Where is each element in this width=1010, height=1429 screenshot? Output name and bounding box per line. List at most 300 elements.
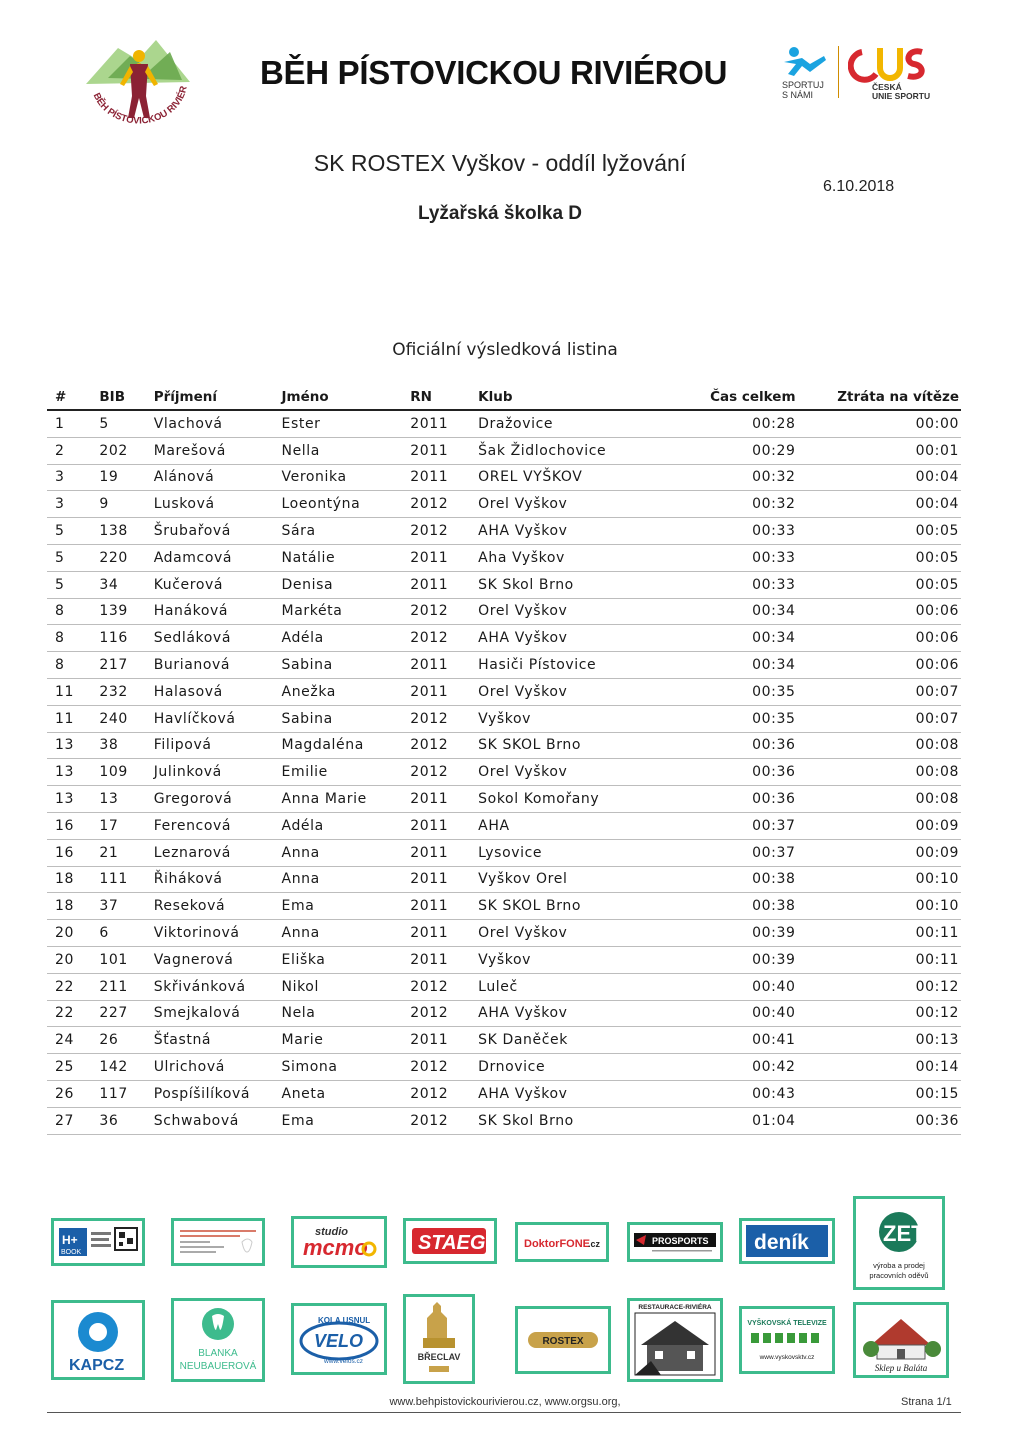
cell-time-behind: 00:15: [798, 1080, 961, 1107]
svg-text:ROSTEX: ROSTEX: [542, 1336, 584, 1347]
cell-surname: Ulrichová: [146, 1054, 274, 1081]
cell-rank: 27: [47, 1107, 91, 1134]
cell-total-time: 00:39: [663, 946, 798, 973]
page-number: Strana 1/1: [901, 1396, 952, 1408]
cell-rank: 20: [47, 920, 91, 947]
ceska-unie-sportu-logo: [848, 44, 938, 100]
cell-bib: 6: [91, 920, 145, 947]
sponsor-rostex: [515, 1306, 611, 1374]
cell-total-time: 00:35: [663, 678, 798, 705]
cell-rank: 22: [47, 1000, 91, 1027]
cell-rank: 8: [47, 598, 91, 625]
cell-time-behind: 00:01: [798, 437, 961, 464]
cell-total-time: 00:37: [663, 812, 798, 839]
cell-bib: 9: [91, 491, 145, 518]
svg-text:NEUBAUEROVÁ: NEUBAUEROVÁ: [179, 1361, 257, 1372]
table-row: [47, 598, 961, 625]
sponsor-denik: [739, 1218, 835, 1264]
cell-club: SK SKOL Brno: [470, 893, 663, 920]
cell-bib: 36: [91, 1107, 145, 1134]
svg-text:BOOK: BOOK: [61, 1249, 82, 1256]
cell-first-name: Denisa: [274, 571, 403, 598]
cell-total-time: 00:32: [663, 491, 798, 518]
cell-surname: Schwabová: [146, 1107, 274, 1134]
cell-rank: 2: [47, 437, 91, 464]
cell-birth-year: 2012: [402, 705, 470, 732]
cell-birth-year: 2011: [402, 571, 470, 598]
table-row: [47, 920, 961, 947]
table-row: [47, 410, 961, 437]
category-title: Lyžařská školka D: [417, 203, 583, 224]
cell-rank: 25: [47, 1054, 91, 1081]
col-surname: Příjmení: [146, 384, 274, 410]
cell-time-behind: 00:10: [798, 893, 961, 920]
cell-birth-year: 2011: [402, 946, 470, 973]
sponsor-kola-usnul-velo: [291, 1303, 387, 1375]
cell-bib: 17: [91, 812, 145, 839]
race-logo-text: BĚH PÍSTOVICKOU RIVIÉR: [90, 84, 190, 127]
cell-birth-year: 2011: [402, 920, 470, 947]
svg-text:BŘECLAV: BŘECLAV: [417, 1352, 461, 1362]
cell-total-time: 00:28: [663, 410, 798, 437]
cell-surname: Šrubařová: [146, 518, 274, 545]
cell-birth-year: 2012: [402, 491, 470, 518]
cell-surname: Alánová: [146, 464, 274, 491]
cell-birth-year: 2011: [402, 1027, 470, 1054]
cell-total-time: 00:33: [663, 518, 798, 545]
cell-rank: 5: [47, 571, 91, 598]
cell-birth-year: 2011: [402, 786, 470, 813]
cell-surname: Kučerová: [146, 571, 274, 598]
cell-birth-year: 2012: [402, 732, 470, 759]
cell-time-behind: 00:06: [798, 652, 961, 679]
cell-total-time: 00:36: [663, 786, 798, 813]
cell-time-behind: 00:36: [798, 1107, 961, 1134]
cell-rank: 8: [47, 625, 91, 652]
cell-bib: 220: [91, 544, 145, 571]
table-row: [47, 812, 961, 839]
sponsor-sklep-u-balata: [853, 1302, 949, 1378]
cell-club: Orel Vyškov: [470, 678, 663, 705]
cell-birth-year: 2012: [402, 518, 470, 545]
cell-club: Sokol Komořany: [470, 786, 663, 813]
sponsor-staeg: [403, 1218, 497, 1264]
cell-rank: 16: [47, 839, 91, 866]
cell-surname: Julinková: [146, 759, 274, 786]
cell-total-time: 00:43: [663, 1080, 798, 1107]
svg-text:.cz: .cz: [588, 1239, 601, 1249]
cell-birth-year: 2011: [402, 893, 470, 920]
cell-first-name: Adéla: [274, 812, 403, 839]
cell-birth-year: 2011: [402, 839, 470, 866]
col-birth-year: RN: [402, 384, 470, 410]
svg-text:ZET: ZET: [883, 1221, 925, 1246]
cell-first-name: Anna Marie: [274, 786, 403, 813]
svg-text:VELO: VELO: [314, 1331, 364, 1351]
cell-total-time: 00:29: [663, 437, 798, 464]
cell-total-time: 00:33: [663, 544, 798, 571]
cell-club: Šak Židlochovice: [470, 437, 663, 464]
cell-time-behind: 00:05: [798, 518, 961, 545]
cell-surname: Leznarová: [146, 839, 274, 866]
svg-text:H+: H+: [62, 1233, 78, 1247]
cell-rank: 13: [47, 759, 91, 786]
sponsor-zet: [853, 1196, 945, 1290]
cell-rank: 3: [47, 491, 91, 518]
table-row: [47, 786, 961, 813]
cell-bib: 116: [91, 625, 145, 652]
cell-surname: Šťastná: [146, 1027, 274, 1054]
svg-text:RESTAURACE-RIVIÉRA: RESTAURACE-RIVIÉRA: [638, 1304, 712, 1311]
cell-first-name: Markéta: [274, 598, 403, 625]
cell-bib: 217: [91, 652, 145, 679]
cell-bib: 139: [91, 598, 145, 625]
table-row: [47, 839, 961, 866]
cus-text-1: ČESKÁ: [872, 82, 902, 92]
cell-total-time: 00:42: [663, 1054, 798, 1081]
cell-first-name: Emilie: [274, 759, 403, 786]
cell-club: Vyškov: [470, 946, 663, 973]
sponsor-doktorfone: [515, 1222, 609, 1262]
sponsor-kapcz: [51, 1300, 145, 1380]
cell-total-time: 01:04: [663, 1107, 798, 1134]
cell-bib: 13: [91, 786, 145, 813]
svg-text:KOLA USNUL: KOLA USNUL: [318, 1316, 371, 1325]
table-row: [47, 1054, 961, 1081]
cell-club: AHA Vyškov: [470, 518, 663, 545]
results-table: [47, 384, 961, 1135]
cell-time-behind: 00:13: [798, 1027, 961, 1054]
cell-first-name: Marie: [274, 1027, 403, 1054]
cell-surname: Řiháková: [146, 866, 274, 893]
svg-text:www.velos.cz: www.velos.cz: [324, 1358, 364, 1365]
cell-total-time: 00:36: [663, 732, 798, 759]
table-row: [47, 946, 961, 973]
cell-club: Orel Vyškov: [470, 491, 663, 518]
cell-surname: Vagnerová: [146, 946, 274, 973]
cell-first-name: Eliška: [274, 946, 403, 973]
table-row: [47, 464, 961, 491]
table-row: [47, 893, 961, 920]
cell-first-name: Sabina: [274, 652, 403, 679]
cell-time-behind: 00:04: [798, 464, 961, 491]
cell-time-behind: 00:08: [798, 759, 961, 786]
footer-divider: [47, 1412, 961, 1413]
cell-time-behind: 00:14: [798, 1054, 961, 1081]
col-total-time: Čas celkem: [663, 384, 798, 410]
cell-birth-year: 2011: [402, 410, 470, 437]
cell-total-time: 00:41: [663, 1027, 798, 1054]
cell-first-name: Anna: [274, 866, 403, 893]
cell-time-behind: 00:08: [798, 732, 961, 759]
cell-club: Orel Vyškov: [470, 759, 663, 786]
table-row: [47, 973, 961, 1000]
logo-divider: [838, 46, 839, 98]
table-row: [47, 705, 961, 732]
sportuj-s-nami-logo: [780, 44, 832, 100]
cell-first-name: Nella: [274, 437, 403, 464]
cell-rank: 11: [47, 678, 91, 705]
sponsor-hbook: [51, 1218, 145, 1266]
cell-birth-year: 2011: [402, 544, 470, 571]
table-row: [47, 1080, 961, 1107]
svg-text:deník: deník: [754, 1231, 809, 1254]
table-row: [47, 652, 961, 679]
svg-text:mcmo: mcmo: [303, 1235, 368, 1260]
table-row: [47, 678, 961, 705]
svg-text:DoktorFONE: DoktorFONE: [524, 1238, 590, 1250]
cell-surname: Lusková: [146, 491, 274, 518]
cell-rank: 18: [47, 893, 91, 920]
table-row: [47, 1107, 961, 1134]
cell-total-time: 00:37: [663, 839, 798, 866]
table-row: [47, 544, 961, 571]
cell-bib: 37: [91, 893, 145, 920]
cell-total-time: 00:32: [663, 464, 798, 491]
cell-time-behind: 00:05: [798, 571, 961, 598]
cell-first-name: Nikol: [274, 973, 403, 1000]
cell-club: SK Daněček: [470, 1027, 663, 1054]
cell-birth-year: 2011: [402, 812, 470, 839]
cell-first-name: Adéla: [274, 625, 403, 652]
svg-text:www.vyskovsktv.cz: www.vyskovsktv.cz: [759, 1354, 815, 1361]
cell-birth-year: 2012: [402, 625, 470, 652]
cell-club: SK Skol Brno: [470, 1107, 663, 1134]
svg-text:PROSPORTS: PROSPORTS: [652, 1236, 709, 1246]
cell-first-name: Ema: [274, 1107, 403, 1134]
cell-bib: 38: [91, 732, 145, 759]
cell-time-behind: 00:08: [798, 786, 961, 813]
sponsor-small-print: [171, 1218, 265, 1266]
svg-text:pracovních oděvů: pracovních oděvů: [869, 1271, 929, 1280]
table-row: [47, 866, 961, 893]
cell-first-name: Anna: [274, 839, 403, 866]
cell-bib: 111: [91, 866, 145, 893]
cell-club: Orel Vyškov: [470, 598, 663, 625]
cell-bib: 232: [91, 678, 145, 705]
table-row: [47, 625, 961, 652]
cell-time-behind: 00:12: [798, 973, 961, 1000]
cell-time-behind: 00:04: [798, 491, 961, 518]
cell-bib: 211: [91, 973, 145, 1000]
cell-rank: 1: [47, 410, 91, 437]
cell-bib: 142: [91, 1054, 145, 1081]
cell-club: Vyškov Orel: [470, 866, 663, 893]
cell-rank: 3: [47, 464, 91, 491]
cell-club: Vyškov: [470, 705, 663, 732]
cell-bib: 240: [91, 705, 145, 732]
cell-club: Drnovice: [470, 1054, 663, 1081]
cell-rank: 8: [47, 652, 91, 679]
cell-surname: Filipová: [146, 732, 274, 759]
cell-surname: Skřivánková: [146, 973, 274, 1000]
cell-first-name: Natálie: [274, 544, 403, 571]
cell-club: SK SKOL Brno: [470, 732, 663, 759]
cell-time-behind: 00:09: [798, 812, 961, 839]
svg-text:VYŠKOVSKÁ TELEVIZE: VYŠKOVSKÁ TELEVIZE: [747, 1320, 827, 1327]
sponsor-vyskovska-televize: [739, 1306, 835, 1374]
table-row: [47, 518, 961, 545]
table-row: [47, 1000, 961, 1027]
cell-time-behind: 00:06: [798, 598, 961, 625]
cell-first-name: Sára: [274, 518, 403, 545]
cell-surname: Sedláková: [146, 625, 274, 652]
cell-club: AHA Vyškov: [470, 1000, 663, 1027]
cell-surname: Marešová: [146, 437, 274, 464]
svg-text:BLANKA: BLANKA: [198, 1348, 238, 1359]
cell-club: Dražovice: [470, 410, 663, 437]
cell-first-name: Veronika: [274, 464, 403, 491]
col-first-name: Jméno: [274, 384, 403, 410]
cell-first-name: Ester: [274, 410, 403, 437]
cell-rank: 13: [47, 732, 91, 759]
col-time-behind: Ztráta na vítěze: [798, 384, 961, 410]
cell-birth-year: 2012: [402, 1054, 470, 1081]
cell-birth-year: 2012: [402, 1000, 470, 1027]
cell-rank: 24: [47, 1027, 91, 1054]
table-row: [47, 1027, 961, 1054]
cell-bib: 117: [91, 1080, 145, 1107]
svg-text:studio: studio: [315, 1226, 348, 1238]
cell-total-time: 00:35: [663, 705, 798, 732]
cell-birth-year: 2011: [402, 652, 470, 679]
cell-first-name: Sabina: [274, 705, 403, 732]
cell-total-time: 00:34: [663, 625, 798, 652]
cell-time-behind: 00:06: [798, 625, 961, 652]
svg-text:KAPCZ: KAPCZ: [69, 1357, 125, 1374]
cell-first-name: Magdaléna: [274, 732, 403, 759]
cell-bib: 227: [91, 1000, 145, 1027]
cus-text-2: UNIE SPORTU: [872, 91, 931, 100]
cell-time-behind: 00:07: [798, 705, 961, 732]
cell-first-name: Nela: [274, 1000, 403, 1027]
cell-rank: 20: [47, 946, 91, 973]
cell-club: SK Skol Brno: [470, 571, 663, 598]
cell-surname: Hanáková: [146, 598, 274, 625]
cell-first-name: Loeontýna: [274, 491, 403, 518]
cell-surname: Pospíšilíková: [146, 1080, 274, 1107]
cell-time-behind: 00:00: [798, 410, 961, 437]
cell-time-behind: 00:09: [798, 839, 961, 866]
cell-surname: Smejkalová: [146, 1000, 274, 1027]
cell-first-name: Aneta: [274, 1080, 403, 1107]
cell-surname: Burianová: [146, 652, 274, 679]
cell-first-name: Anežka: [274, 678, 403, 705]
cell-club: AHA: [470, 812, 663, 839]
cell-surname: Halasová: [146, 678, 274, 705]
cell-birth-year: 2012: [402, 1107, 470, 1134]
cell-bib: 34: [91, 571, 145, 598]
cell-club: Orel Vyškov: [470, 920, 663, 947]
sportuj-text-1: SPORTUJ: [782, 80, 824, 90]
event-date: 6.10.2018: [823, 178, 895, 195]
table-row: [47, 491, 961, 518]
cell-total-time: 00:40: [663, 973, 798, 1000]
col-club: Klub: [470, 384, 663, 410]
table-header-row: [47, 384, 961, 410]
table-row: [47, 571, 961, 598]
cell-birth-year: 2011: [402, 464, 470, 491]
cell-rank: 13: [47, 786, 91, 813]
cell-bib: 101: [91, 946, 145, 973]
sportuj-text-2: S NÁMI: [782, 90, 814, 100]
sponsor-studio-mcmo: [291, 1216, 387, 1268]
cell-surname: Reseková: [146, 893, 274, 920]
race-logo: [78, 26, 200, 136]
cell-total-time: 00:39: [663, 920, 798, 947]
svg-text:Sklep u Baláta: Sklep u Baláta: [874, 1363, 928, 1373]
col-bib: BIB: [91, 384, 145, 410]
cell-birth-year: 2011: [402, 866, 470, 893]
cell-surname: Vlachová: [146, 410, 274, 437]
cell-club: Luleč: [470, 973, 663, 1000]
table-row: [47, 732, 961, 759]
cell-club: OREL VYŠKOV: [470, 464, 663, 491]
cell-time-behind: 00:12: [798, 1000, 961, 1027]
cell-birth-year: 2012: [402, 759, 470, 786]
cell-total-time: 00:38: [663, 893, 798, 920]
svg-text:výroba a prodej: výroba a prodej: [873, 1261, 925, 1270]
cell-bib: 26: [91, 1027, 145, 1054]
footer-websites: www.behpistovickourivierou.cz, www.orgsu.org,: [389, 1396, 621, 1408]
cell-bib: 202: [91, 437, 145, 464]
cell-surname: Havlíčková: [146, 705, 274, 732]
cell-surname: Ferencová: [146, 812, 274, 839]
table-row: [47, 759, 961, 786]
race-title: BĚH PÍSTOVICKOU RIVIÉROU: [260, 54, 728, 91]
cell-rank: 11: [47, 705, 91, 732]
cell-surname: Adamcová: [146, 544, 274, 571]
sponsor-prosports: [627, 1222, 723, 1262]
cell-total-time: 00:34: [663, 652, 798, 679]
cell-first-name: Ema: [274, 893, 403, 920]
cell-total-time: 00:33: [663, 571, 798, 598]
cell-rank: 18: [47, 866, 91, 893]
cell-time-behind: 00:11: [798, 946, 961, 973]
col-rank: #: [47, 384, 91, 410]
cell-bib: 138: [91, 518, 145, 545]
cell-rank: 16: [47, 812, 91, 839]
cell-birth-year: 2011: [402, 678, 470, 705]
organizer-name: SK ROSTEX Vyškov - oddíl lyžování: [313, 150, 687, 176]
cell-time-behind: 00:07: [798, 678, 961, 705]
sponsor-blanka-neubauerova: [171, 1298, 265, 1382]
cell-club: Hasiči Pístovice: [470, 652, 663, 679]
sponsor-breclav: [403, 1294, 475, 1384]
cell-total-time: 00:40: [663, 1000, 798, 1027]
cell-time-behind: 00:05: [798, 544, 961, 571]
cell-club: AHA Vyškov: [470, 1080, 663, 1107]
cell-rank: 22: [47, 973, 91, 1000]
cell-first-name: Anna: [274, 920, 403, 947]
cell-rank: 26: [47, 1080, 91, 1107]
cell-club: AHA Vyškov: [470, 625, 663, 652]
cell-birth-year: 2012: [402, 1080, 470, 1107]
cell-total-time: 00:38: [663, 866, 798, 893]
cell-total-time: 00:36: [663, 759, 798, 786]
sponsor-restaurace-riviera: [627, 1298, 723, 1382]
cell-bib: 19: [91, 464, 145, 491]
cell-time-behind: 00:10: [798, 866, 961, 893]
cell-bib: 21: [91, 839, 145, 866]
cell-rank: 5: [47, 544, 91, 571]
cell-bib: 109: [91, 759, 145, 786]
cell-first-name: Simona: [274, 1054, 403, 1081]
cell-surname: Viktorinová: [146, 920, 274, 947]
cell-birth-year: 2012: [402, 973, 470, 1000]
cell-birth-year: 2011: [402, 437, 470, 464]
cell-surname: Gregorová: [146, 786, 274, 813]
